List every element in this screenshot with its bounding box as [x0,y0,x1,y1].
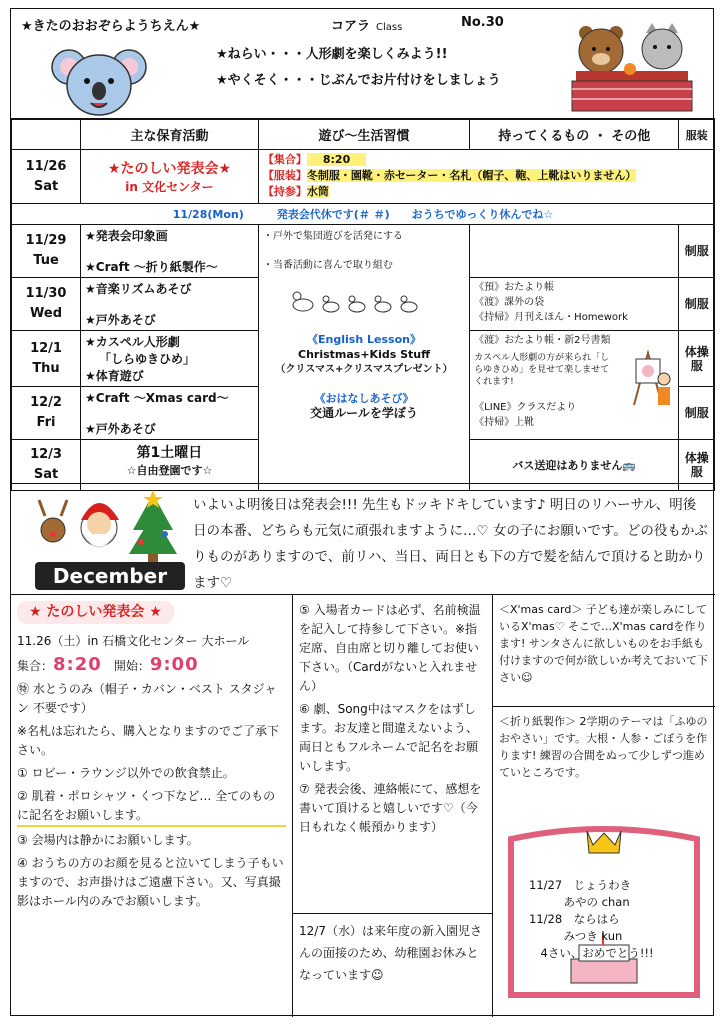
uniform-cell: 制服 [679,387,715,440]
table-header-play: 遊び～生活習慣 [258,120,469,150]
table-row [12,150,715,204]
koala-illustration [51,41,147,119]
event-rule: ⑤ 入場者カードは必ず、名前検温を記入して持参して下さい。※指定席、自由席と切り離してお使い下さい。（Cardがないと入れません） [299,603,481,693]
bring-cell: 《預》おたより帳 《渡》課外の袋 《持帰》月刊えほん・Homework [470,278,679,331]
uniform-cell: 制服 [679,225,715,278]
event-info-cell: 【集合】 8:20 【服装】冬制服・園靴・赤セーター・名札（帽子、鞄、上靴はいりません） 【持参】水筒 [258,150,714,204]
activity-cell: ★発表会印象画 ★Craft ～折り紙製作～ [81,225,259,278]
birthday-message: 11/27 じょうわき あやの chan 11/28 ならはら みつき kun 4さい、おめでとう!!! [529,878,654,960]
event-notes-title: ★ たのしい発表会 ★ [17,601,174,624]
date-cell: 12/3 Sat [12,440,81,491]
play-habits-cell: ・戸外で集団遊びを活発にする ・当番活動に喜んで取り組む 《English Lesson》 Christmas+Kids Stuff （クリスマス+クリスマスプレゼント） 《おはなしあそび》 交通ルールを学ぼう [258,225,469,491]
puppet-note: カスペル人形劇の方が来られ「しらゆきひめ」を見せて楽しませてくれます! [474,353,610,387]
holiday-band-row [12,204,715,225]
date-cell: 12/1 Thu [12,331,81,387]
uniform-cell: 体操服 [679,331,715,387]
event-notes-column-2 [293,595,493,1017]
activity-cell: ★たのしい発表会★ in 文化センター [81,150,259,204]
december-message: いよいよ明後日は発表会!!! 先生もドッキドキしています♪ 明日のリハーサル、明後日の本番、どちらも元気に頑張れますように…♡ 女の子にお願いです。どの役もかぶりものがありますので、前リハ、当日、両日とも下の方で髪を結んで頂けると助かります♡ [193,497,708,591]
origami-note: ＜折り紙製作＞ 2学期のテーマは「ふゆのおやさい」です。大根・人参・ごぼうを作ります! 練習の合間をぬって少しずつ進めていところです。 [499,715,708,779]
event-rule: ⑦ 発表会後、連絡帳にて、感想を書いて頂けると嬉しいです♡（今日もれなく帳預かります） [299,782,482,834]
event-rule: ④ おうちの方のお顔を見ると泣いてしまう子もいますので、お声掛けはご遠慮下さい。又、写真撮影はホール内のみでお願いします。 [17,856,284,908]
header [11,9,715,119]
table-header-bring: 持ってくるもの ・ その他 [470,120,679,150]
info-column [493,595,715,1017]
event-rule: ⑥ 劇、Song中はマスクをはずします。お友達と間違えないよう、両日ともフルネームで記名をお願いします。 [299,702,479,773]
class-name: コアラ Class [331,19,403,34]
event-date: 11.26（土）in 石橋文化センター 大ホール [17,634,250,648]
event-times: 集合：8:20 開始：9:00 [17,654,199,675]
december-label: December [35,562,185,590]
event-notes-column [11,595,293,1017]
newsletter-page [10,8,714,1016]
event-rule: ① ロビー・ラウンジ以外での飲食禁止。 [17,766,235,780]
promise-text: ★やくそく・・・じぶんでお片付けをしましょう [216,73,501,88]
table-header-date [12,120,81,150]
date-cell: 11/26 Sat [12,150,81,204]
activity-cell: ★Craft ～Xmas card～ ★戸外あそび [81,387,259,440]
painting-girl-illustration [624,349,674,409]
december-message-section [11,483,715,595]
school-name: ★きたのおおぞらようちえん★ [21,19,201,34]
event-rule: ③ 会場内は静かにお願いします。 [17,833,199,847]
ducks-illustration [289,287,439,315]
santa-reindeer-tree-illustration [33,490,183,572]
activity-cell: ★カスペル人形劇 「しらゆきひめ」 ★体育遊び [81,331,259,387]
table-header-activity: 主な保育活動 [81,120,259,150]
bring-cell [470,225,679,278]
table-header-uniform: 服装 [679,120,715,150]
xmas-card-note: ＜X'mas card＞ 子ども達が楽しみにしているX'mas♡ そこで…X'mas cardを作ります! サンタさんに欲しいものをお手紙も付けますので何が欲しいか考えておいて下さい☺ [493,595,715,707]
event-rule: ② 肌着・ポロシャツ・くつ下など… 全てのものに記名をお願いします。 [17,787,286,827]
date-cell: 11/29 Tue [12,225,81,278]
activity-cell: ★音楽リズムあそび ★戸外あそび [81,278,259,331]
weekly-schedule-table [11,119,715,491]
bring-cell: 《渡》おたより帳・新2号書類 カスペル人形劇の方が来られ「しらゆきひめ」を見せて楽しませてくれます! 《LINE》クラスだより 《持帰》上靴 [470,331,679,440]
date-cell: 12/2 Fri [12,387,81,440]
uniform-cell: 制服 [679,278,715,331]
uniform-cell: 体操服 [679,440,715,491]
table-row [12,225,715,278]
activity-cell: 第1土曜日 ☆自由登園です☆ [81,440,259,491]
closure-note: 12/7（水）は来年度の新入園児さんの面接のため、幼稚園お休みとなっています☺ [293,913,493,1017]
event-bring: ㊕ 水とうのみ（帽子・カバン・ベスト スタジャン 不要です） [17,682,277,715]
date-cell: 11/30 Wed [12,278,81,331]
event-nametag-note: ※名札は忘れたら、購入となりますのでご了承下さい。 [17,724,280,757]
bear-cat-kotatsu-illustration [566,21,696,113]
bus-note: バス送迎はありません🚌 [470,440,679,491]
holiday-band: 11/28(Mon) 発表会代休です(＃ ＃) おうちでゆっくり休んでね☆ [12,204,715,225]
aim-text: ★ねらい・・・人形劇を楽しくみよう!! [216,47,448,62]
issue-number: No.30 [461,15,504,30]
